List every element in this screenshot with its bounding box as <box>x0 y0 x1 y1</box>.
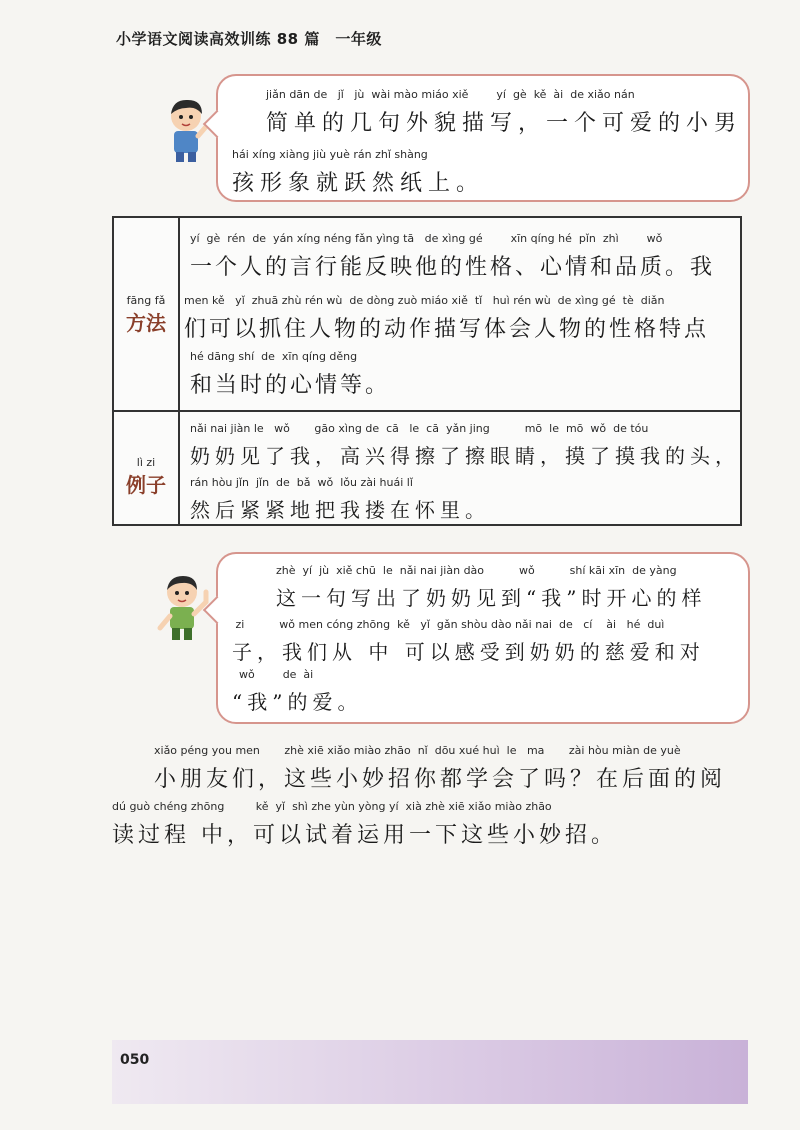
bubble2-line-3 <box>232 668 732 718</box>
hanzi-line: 奶奶见了我，高兴得擦了擦眼睛，摸了摸我的头， <box>190 444 740 468</box>
hanzi-line: “我”的爱。 <box>232 690 363 714</box>
pinyin-line: xiǎo péng you men zhè xiē xiǎo miào zhāo nǐ dōu xué huì le ma zài hòu miàn de yuè <box>154 744 681 757</box>
example-label-text: 例子 <box>126 473 166 497</box>
pinyin-line: dú guò chéng zhōng kě yǐ shì zhe yùn yòng yí xià zhè xiē xiǎo miào zhāo <box>112 800 552 813</box>
hanzi-line: 简单的几句外貌描写，一个可爱的小男 <box>266 111 743 136</box>
hanzi-line: 们可以抓住人物的动作描写体会人物的性格特点 <box>184 317 710 342</box>
example-label-pinyin: lì zi <box>136 456 156 469</box>
closing-line-1 <box>120 744 760 796</box>
pinyin-line: rán hòu jǐn jǐn de bǎ wǒ lǒu zài huái lǐ <box>190 476 413 489</box>
pinyin-line: jiǎn dān de jǐ jù wài mào miáo xiě yí gè kě ài de xiǎo nán <box>266 88 635 101</box>
pinyin-line: zhè yí jù xiě chū le nǎi nai jiàn dào wǒ shí kāi xīn de yàng <box>276 564 677 577</box>
hanzi-line: 然后紧紧地把我搂在怀里。 <box>190 498 490 522</box>
page-header-title: 小学语文阅读高效训练 88 篇 一年级 <box>116 30 382 48</box>
method-line-1 <box>190 232 740 282</box>
pinyin-line: men kě yǐ zhuā zhù rén wù de dòng zuò miáo xiě tǐ huì rén wù de xìng gé tè diǎn <box>184 294 665 307</box>
method-label <box>114 294 178 336</box>
example-label <box>114 456 178 498</box>
method-label-pinyin: fāng fǎ <box>126 294 166 307</box>
pinyin-line: zi wǒ men cóng zhōng kě yǐ gǎn shòu dào nǎi nai de cí ài hé duì <box>232 618 665 631</box>
method-line-3 <box>190 350 740 400</box>
hanzi-line: 一个人的言行能反映他的性格、心情和品质。我 <box>190 255 716 280</box>
hanzi-line: 和当时的心情等。 <box>190 373 391 398</box>
bubble2-line-2 <box>232 618 742 668</box>
hanzi-line: 小朋友们，这些小妙招你都学会了吗？在后面的阅 <box>154 767 727 792</box>
hanzi-line: 这一句写出了奶奶见到“我”时开心的样 <box>276 586 707 610</box>
pinyin-line: hé dāng shí de xīn qíng děng <box>190 350 358 363</box>
hanzi-line: 子，我们从 中 可以感受到奶奶的慈爱和对 <box>232 640 705 664</box>
pinyin-line: hái xíng xiàng jiù yuè rán zhǐ shàng <box>232 148 428 161</box>
method-line-2 <box>184 294 740 344</box>
closing-line-2 <box>112 800 752 852</box>
page-number: 050 <box>120 1052 150 1068</box>
bubble2-line-1 <box>276 564 736 614</box>
pinyin-line: yí gè rén de yán xíng néng fǎn yìng tā de xìng gé xīn qíng hé pǐn zhì wǒ <box>190 232 663 245</box>
example-line-1 <box>190 422 740 472</box>
pinyin-line: nǎi nai jiàn le wǒ gāo xìng de cā le cā yǎn jing mō le mō wǒ de tóu <box>190 422 649 435</box>
pinyin-line: wǒ de ài <box>232 668 314 681</box>
speech-bubble-1 <box>216 74 750 202</box>
bubble1-line-1 <box>266 88 743 138</box>
hanzi-line: 孩形象就跃然纸上。 <box>232 171 485 196</box>
method-label-text: 方法 <box>126 311 166 335</box>
speech-bubble-2 <box>216 552 750 724</box>
footer-band <box>112 1040 748 1104</box>
example-line-2 <box>190 476 740 526</box>
hanzi-line: 读过程 中，可以试着运用一下这些小妙招。 <box>112 823 617 848</box>
bubble1-line-2 <box>232 148 732 198</box>
method-example-table <box>112 216 742 526</box>
